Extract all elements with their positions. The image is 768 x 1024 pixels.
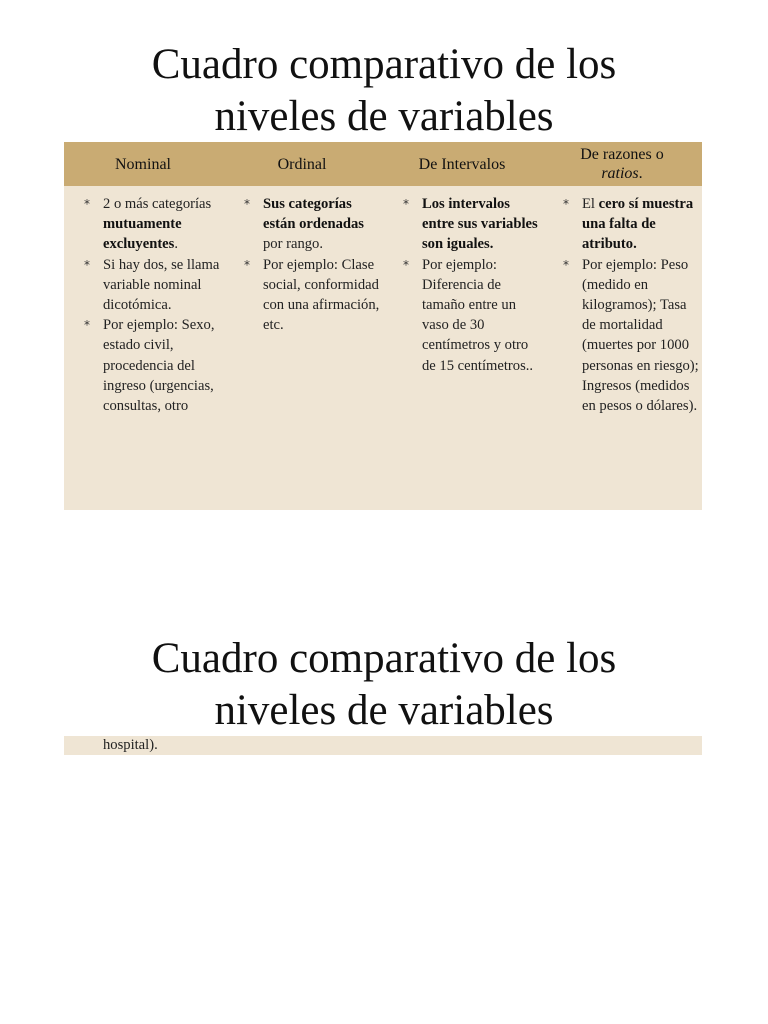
slide-title-line-2: niveles de variables <box>214 93 554 140</box>
cell-text-bold: Sus categorías están ordenadas <box>263 196 364 233</box>
bullet-star-icon: * <box>563 257 569 272</box>
header-razones <box>542 142 702 186</box>
bullet-star-icon: * <box>84 318 90 333</box>
cell-text: . <box>174 236 178 253</box>
table-header-row <box>64 142 702 186</box>
header-intervalos: De Intervalos <box>418 155 506 173</box>
header-razones-period: . <box>638 165 643 182</box>
list-item <box>244 194 380 255</box>
bullet-star-icon: * <box>84 197 90 211</box>
header-razones-italic: ratios <box>601 165 639 182</box>
cell-text: Por ejemplo: Diferencia de tamaño entre un vaso de 30 centímetros y otro de 15 centímetros.. <box>422 256 534 374</box>
list-item <box>563 194 701 255</box>
cell-text: 2 o más categorías <box>103 196 212 212</box>
header-nominal: Nominal <box>115 155 171 173</box>
list-item <box>403 194 541 255</box>
list-item <box>403 255 541 376</box>
slide-title-line-1: Cuadro comparativo de los <box>151 41 617 88</box>
cell-text: Por ejemplo: Clase social, conformidad con una afirmación, etc. <box>263 256 380 334</box>
slide-title <box>0 39 768 143</box>
list-item <box>84 315 224 416</box>
cell-text: Por ejemplo: Peso (medido en kilogramos); Tasa de mortalidad (muertes por 1000 personas en riesgo); Ingresos (medidos en pesos o dólares). <box>582 256 699 415</box>
cell-text: hospital). <box>103 737 158 753</box>
list-item <box>244 255 380 336</box>
slide-title-line-2: niveles de variables <box>214 687 554 734</box>
cell-text-bold: Los intervalos entre sus variables son iguales. <box>422 196 538 253</box>
cell-text: Si hay dos, se llama variable nominal dicotómica. <box>103 256 220 314</box>
bullet-star-icon: * <box>244 257 250 272</box>
list-item <box>563 255 701 417</box>
bullet-star-icon: * <box>403 257 409 272</box>
slide-title-line-1: Cuadro comparativo de los <box>151 635 617 682</box>
comparison-table <box>64 142 702 510</box>
header-razones-line-1: De razones o <box>580 146 664 163</box>
cell-text-bold: cero sí muestra una falta de atributo. <box>582 196 694 253</box>
column-razones <box>563 194 701 416</box>
bullet-star-icon: * <box>403 197 409 211</box>
cell-text: Por ejemplo: Sexo, estado civil, procedencia del ingreso (urgencias, consultas, otro <box>103 317 215 415</box>
list-item <box>84 255 224 316</box>
header-ordinal: Ordinal <box>277 155 327 173</box>
cell-text: El <box>582 196 599 212</box>
bullet-star-icon: * <box>563 197 569 211</box>
column-nominal <box>84 194 224 416</box>
column-ordinal <box>244 194 380 335</box>
comparison-table-continuation <box>64 736 702 755</box>
bullet-star-icon: * <box>84 257 90 272</box>
slide-title <box>0 633 768 737</box>
column-intervalos <box>403 194 541 376</box>
cell-text-bold: mutuamente excluyentes <box>103 216 182 253</box>
list-item <box>84 194 224 255</box>
bullet-star-icon: * <box>244 197 250 211</box>
cell-text: por rango. <box>263 236 323 253</box>
